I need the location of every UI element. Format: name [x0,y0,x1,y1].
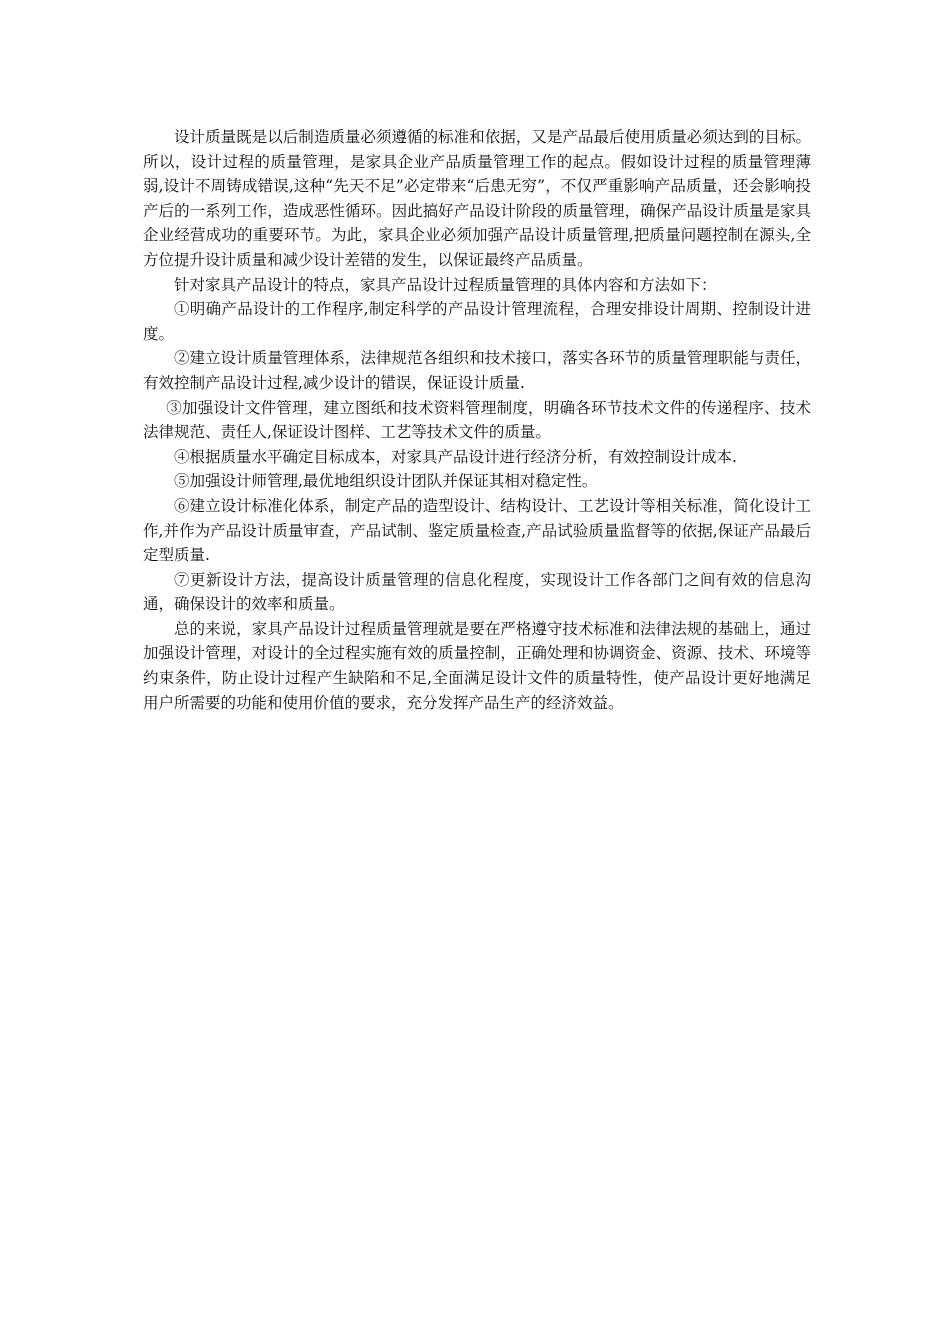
paragraph-item-6: ⑥建立设计标准化体系，制定产品的造型设计、结构设计、工艺设计等相关标准，简化设计工作,并作为产品设计质量审查，产品试制、鉴定质量检查,产品试验质量监督等的依据,保证产品最后定型质量. [143,496,811,565]
paragraph-conclusion: 总的来说，家具产品设计过程质量管理就是要在严格遵守技术标准和法律法规的基础上，通过加强设计管理，对设计的全过程实施有效的质量控制，正确处理和协调资金、资源、技术、环境等约束条件，防止设计过程产生缺陷和不足,全面满足设计文件的质量特性，使产品设计更好地满足用户所需要的功能和使用价值的要求，充分发挥产品生产的经济效益。 [143,619,811,712]
paragraph-item-1: ①明确产品设计的工作程序,制定科学的产品设计管理流程，合理安排设计周期、控制设计进度。 [143,300,811,343]
paragraph-method-intro: 针对家具产品设计的特点，家具产品设计过程质量管理的具体内容和方法如下： [174,275,717,294]
paragraph-item-4: ④根据质量水平确定目标成本，对家具产品设计进行经济分析，有效控制设计成本. [174,447,737,466]
paragraph-item-7: ⑦更新设计方法，提高设计质量管理的信息化程度，实现设计工作各部门之间有效的信息沟通，确保设计的效率和质量。 [143,570,811,614]
paragraph-item-2: ②建立设计质量管理体系，法律规范各组织和技术接口，落实各环节的质量管理职能与责任，有效控制产品设计过程,减少设计的错误，保证设计质量. [143,349,811,392]
paragraph-item-5: ⑤加强设计师管理,最优地组织设计团队并保证其相对稳定性。 [174,472,598,491]
paragraph-item-3: ③加强设计文件管理，建立图纸和技术资料管理制度，明确各环节技术文件的传递程序、技术法律规范、责任人,保证设计图样、工艺等技术文件的质量。 [143,398,811,442]
paragraph-intro: 设计质量既是以后制造质量必须遵循的标准和依据，又是产品最后使用质量必须达到的目标。所以，设计过程的质量管理，是家具企业产品质量管理工作的起点。假如设计过程的质量管理薄弱,设计不周铸成错误,这种“先天不足”必定带来“后患无穷”，不仅严重影响产品质量，还会影响投产后的一系列工作，造成恶性循环。因此搞好产品设计阶段的质量管理，确保产品设计质量是家具企业经营成功的重要环节。为此，家具企业必须加强产品设计质量管理,把质量问题控制在源头,全方位提升设计质量和减少设计差错的发生，以保证最终产品质量。 [143,128,811,269]
document-body [143,125,811,715]
